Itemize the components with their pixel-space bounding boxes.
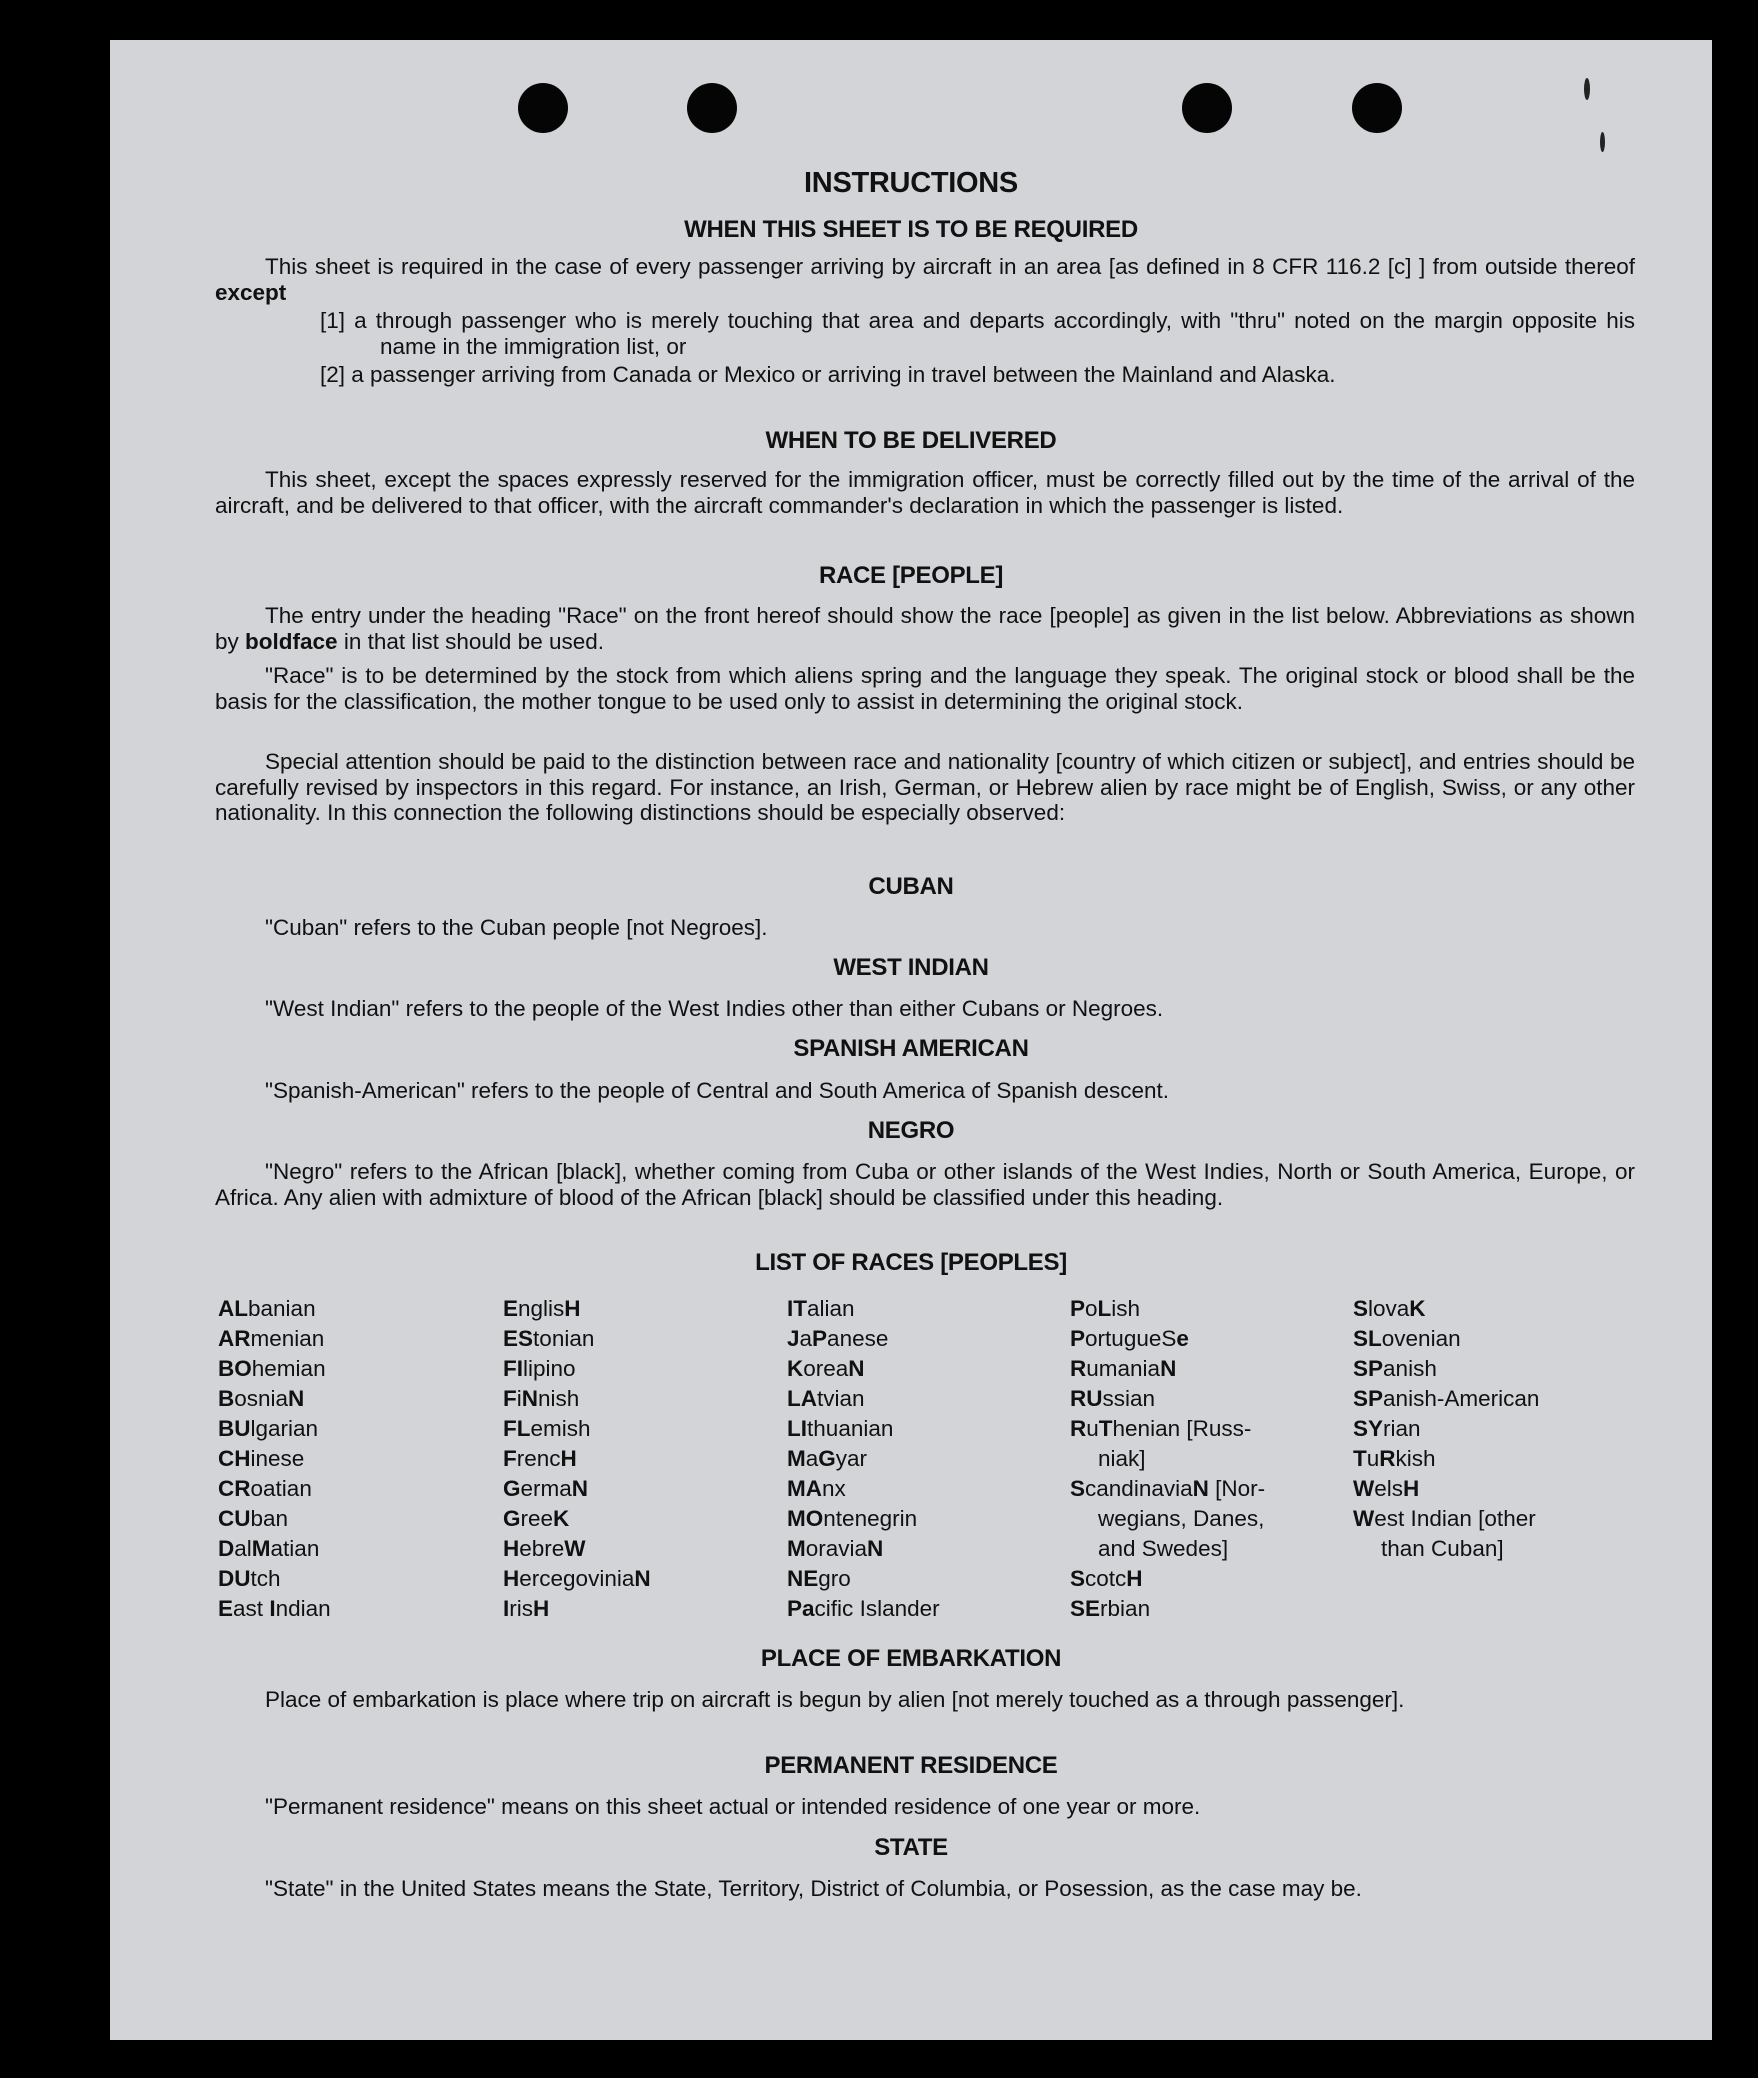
race-item: MaGyar xyxy=(787,1446,868,1471)
scan-speck xyxy=(1584,78,1590,100)
paragraph-state: "State" in the United States means the State, Territory, District of Columbia, or Posession, as the case may be. xyxy=(265,1876,1362,1901)
document-sheet xyxy=(110,40,1712,2040)
race-item: BUlgarian xyxy=(218,1416,319,1441)
race-item: JaPanese xyxy=(787,1326,889,1351)
section-heading-when-delivered: WHEN TO BE DELIVERED xyxy=(765,427,1057,454)
paragraph-negro: "Negro" refers to the African [black], whether coming from Cuba or other islands of the West Indies, North or South America, Europe, or Africa. Any alien with admixture of blood of the African [black] should be classified under this heading. xyxy=(215,1159,1635,1210)
section-heading-when-required: WHEN THIS SHEET IS TO BE REQUIRED xyxy=(684,216,1138,243)
paragraph-race-3: Special attention should be paid to the distinction between race and nationality [country of which citizen or subject], and entries should be carefully revised by inspectors in this regard. For instance, an Irish, German, or Hebrew alien by race might be of English, Swiss, or any other nationality. In this connection the following distinctions should be especially observed: xyxy=(215,749,1635,825)
page-title: INSTRUCTIONS xyxy=(804,167,1018,199)
race-item: RumaniaN xyxy=(1070,1356,1177,1381)
punch-hole xyxy=(1182,83,1232,133)
section-heading-west-indian: WEST INDIAN xyxy=(833,954,989,981)
text-race-1a: The entry under the heading "Race" on the front hereof should show the race [people] as given in the list below. Abbreviations as shown by xyxy=(215,603,1635,654)
text-boldface: boldface xyxy=(245,628,338,654)
section-heading-cuban: CUBAN xyxy=(868,873,954,900)
text-race-1c: in that list should be used. xyxy=(343,628,604,654)
punch-hole xyxy=(1352,83,1402,133)
section-heading-negro: NEGRO xyxy=(867,1117,955,1144)
text-intro: This sheet is required in the case of every passenger arriving by aircraft in an area [as defined in 8 CFR 116.2 [c] ] from outside thereof xyxy=(265,254,1635,279)
paragraph-residence: "Permanent residence" means on this sheet actual or intended residence of one year or more. xyxy=(265,1794,1201,1819)
races-column-5 xyxy=(1353,1294,1653,1564)
race-item: RUssian xyxy=(1070,1386,1156,1411)
race-item: MoraviaN xyxy=(787,1536,884,1561)
race-item: BosniaN xyxy=(218,1386,305,1411)
paragraph-west-indian: "West Indian" refers to the people of the West Indies other than either Cubans or Negroes. xyxy=(265,996,1164,1021)
race-item: CRoatian xyxy=(218,1476,312,1501)
race-item: DalMatian xyxy=(218,1536,320,1561)
race-item: than Cuban] xyxy=(1381,1536,1504,1561)
race-item: ARmenian xyxy=(218,1326,325,1351)
race-item: CUban xyxy=(218,1506,289,1531)
section-heading-state: STATE xyxy=(874,1834,948,1861)
race-item: FiNnish xyxy=(503,1386,580,1411)
paragraph-spanish-american: "Spanish-American" refers to the people of Central and South America of Spanish descent. xyxy=(265,1078,1169,1103)
race-item: RuThenian [Russ- xyxy=(1070,1416,1252,1441)
race-item: ALbanian xyxy=(218,1296,316,1321)
race-item: SPanish xyxy=(1353,1356,1437,1381)
race-item: and Swedes] xyxy=(1098,1536,1229,1561)
race-item: CHinese xyxy=(218,1446,305,1471)
race-item: ScotcH xyxy=(1070,1566,1143,1591)
section-heading-spanish-american: SPANISH AMERICAN xyxy=(793,1035,1029,1062)
races-column-2 xyxy=(503,1294,763,1624)
race-item: East Indian xyxy=(218,1596,331,1621)
race-item: EStonian xyxy=(503,1326,595,1351)
race-item: NEgro xyxy=(787,1566,851,1591)
section-heading-residence: PERMANENT RESIDENCE xyxy=(764,1752,1058,1779)
race-item: FrencH xyxy=(503,1446,577,1471)
race-item: MAnx xyxy=(787,1476,846,1501)
race-item: PortugueSe xyxy=(1070,1326,1189,1351)
paragraph-when-required xyxy=(215,254,1635,305)
paragraph-embarkation: Place of embarkation is place where trip on aircraft is begun by alien [not merely touched as a through passenger]. xyxy=(265,1687,1405,1712)
race-item: WelsH xyxy=(1353,1476,1420,1501)
section-heading-list-of-races: LIST OF RACES [PEOPLES] xyxy=(755,1249,1067,1276)
paragraph-cuban: "Cuban" refers to the Cuban people [not Negroes]. xyxy=(265,915,768,940)
races-column-3 xyxy=(787,1294,1047,1624)
race-item: SLovenian xyxy=(1353,1326,1461,1351)
race-item: GreeK xyxy=(503,1506,570,1531)
race-item: IrisH xyxy=(503,1596,550,1621)
text-except: except xyxy=(215,279,287,305)
list-item-1: [1] a through passenger who is merely touching that area and departs accordingly, with "thru" noted on the margin opposite his name in the immigration list, or xyxy=(320,308,1635,359)
race-item: ScandinaviaN [Nor- xyxy=(1070,1476,1266,1501)
punch-hole xyxy=(687,83,737,133)
race-item: EnglisH xyxy=(503,1296,581,1321)
races-column-1 xyxy=(218,1294,478,1624)
race-item: GermaN xyxy=(503,1476,589,1501)
races-column-4 xyxy=(1070,1294,1330,1624)
race-item: BOhemian xyxy=(218,1356,326,1381)
race-item: Pacific Islander xyxy=(787,1596,940,1621)
race-item: LIthuanian xyxy=(787,1416,894,1441)
race-item: KoreaN xyxy=(787,1356,865,1381)
race-item: MOntenegrin xyxy=(787,1506,918,1531)
race-item: ITalian xyxy=(787,1296,855,1321)
race-item: TuRkish xyxy=(1353,1446,1436,1471)
paragraph-when-delivered: This sheet, except the spaces expressly reserved for the immigration officer, must be correctly filled out by the time of the arrival of the aircraft, and be delivered to that officer, with the aircraft commander's declaration in which the passenger is listed. xyxy=(215,467,1635,518)
scan-speck xyxy=(1600,132,1605,152)
race-item: SErbian xyxy=(1070,1596,1151,1621)
section-heading-race: RACE [PEOPLE] xyxy=(818,562,1004,589)
race-item: West Indian [other xyxy=(1353,1506,1536,1531)
list-item-2: [2] a passenger arriving from Canada or Mexico or arriving in travel between the Mainland and Alaska. xyxy=(320,362,1336,387)
race-item: SlovaK xyxy=(1353,1296,1426,1321)
paragraph-race-1 xyxy=(215,603,1635,654)
race-item: HercegoviniaN xyxy=(503,1566,651,1591)
race-item: DUtch xyxy=(218,1566,281,1591)
race-item: FIlipino xyxy=(503,1356,576,1381)
race-item: wegians, Danes, xyxy=(1098,1506,1265,1531)
race-item: FLemish xyxy=(503,1416,591,1441)
race-item: SYrian xyxy=(1353,1416,1421,1441)
section-heading-embarkation: PLACE OF EMBARKATION xyxy=(760,1645,1062,1672)
race-item: LAtvian xyxy=(787,1386,865,1411)
race-item: niak] xyxy=(1098,1446,1146,1471)
race-item: HebreW xyxy=(503,1536,586,1561)
race-item: PoLish xyxy=(1070,1296,1141,1321)
race-item: SPanish-American xyxy=(1353,1386,1540,1411)
paragraph-race-2: "Race" is to be determined by the stock from which aliens spring and the language they speak. The original stock or blood shall be the basis for the classification, the mother tongue to be used only to assist in determining the original stock. xyxy=(215,663,1635,714)
punch-hole xyxy=(518,83,568,133)
